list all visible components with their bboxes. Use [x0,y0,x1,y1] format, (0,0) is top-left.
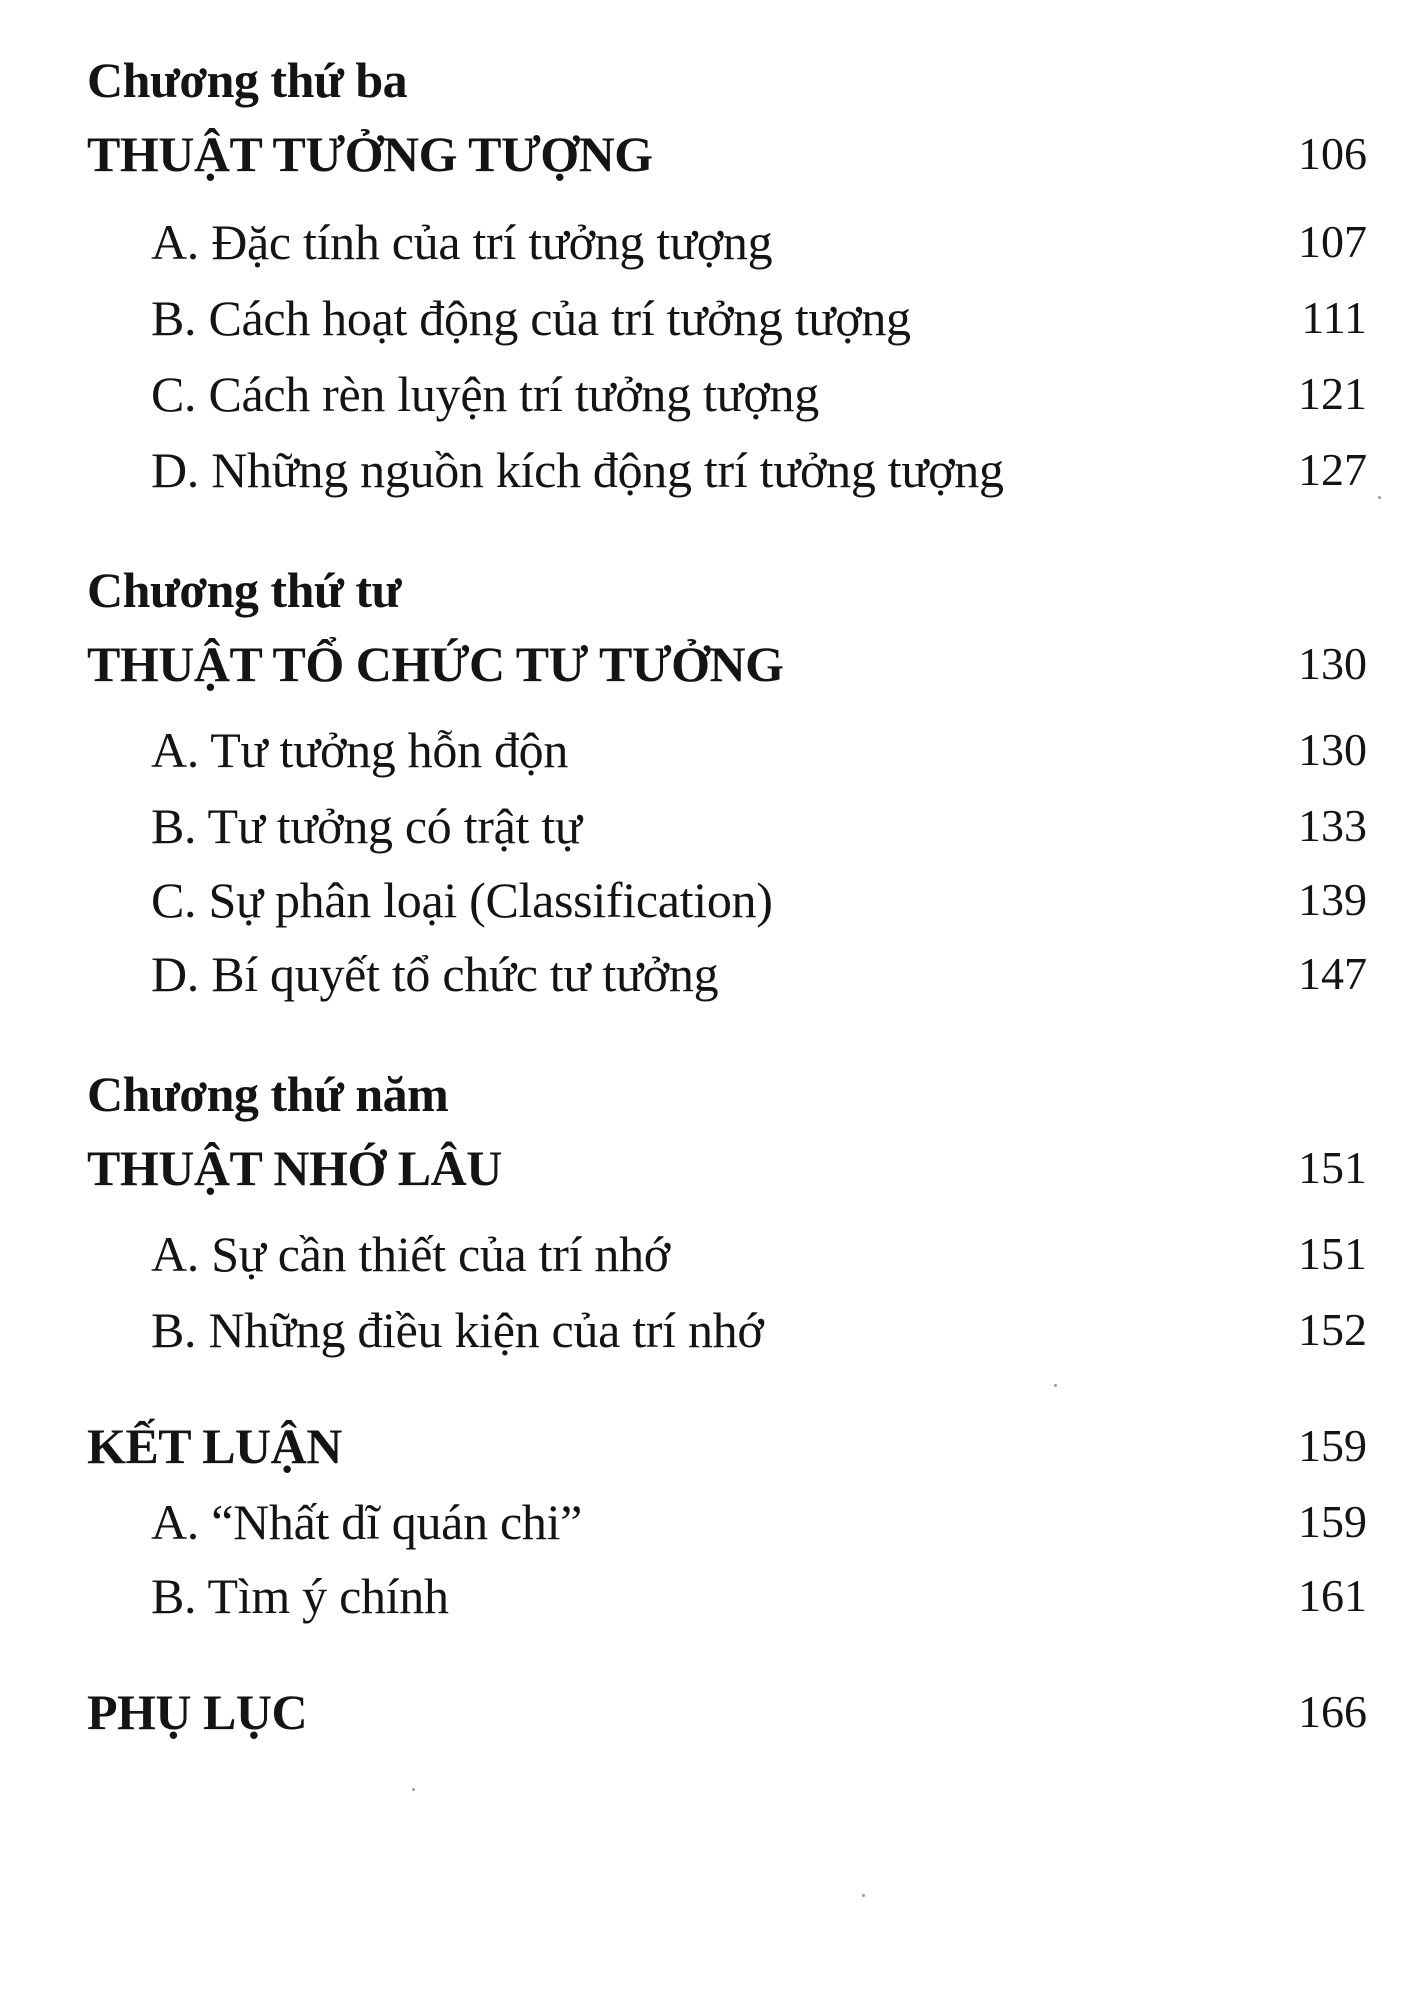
chapter-label: Chương thứ tư [87,562,402,618]
page-number: 107 [1298,216,1367,267]
page-number: 166 [1298,1686,1367,1737]
scan-speck [1054,1384,1057,1387]
toc-entry [87,794,1367,858]
toc-entry [87,1222,1367,1286]
toc-entry [87,868,1367,932]
section-title: KẾT LUẬN [87,1418,342,1474]
page-number: 152 [1298,1304,1367,1355]
scan-speck [1378,496,1381,499]
chapter-label: Chương thứ ba [87,52,408,108]
toc-entry [87,210,1367,274]
entry-title: A. Sự cần thiết của trí nhớ [151,1226,670,1282]
entry-title: A. Đặc tính của trí tưởng tượng [151,214,773,270]
toc-entry [87,362,1367,426]
page-number: 139 [1298,874,1367,925]
scan-speck [862,1894,865,1897]
entry-title: D. Những nguồn kích động trí tưởng tượng [151,442,1004,498]
page-number: 106 [1298,128,1367,179]
entry-title: B. Cách hoạt động của trí tưởng tượng [151,290,911,346]
toc-chapter-heading [87,122,1367,186]
entry-title: C. Cách rèn luyện trí tưởng tượng [151,366,819,422]
page-number: 147 [1298,948,1367,999]
entry-title: B. Tìm ý chính [151,1568,449,1624]
entry-title: B. Những điều kiện của trí nhớ [151,1302,764,1358]
chapter-title: THUẬT TƯỞNG TƯỢNG [87,126,653,182]
entry-title: D. Bí quyết tổ chức tư tưởng [151,946,719,1002]
toc-chapter-heading [87,1136,1367,1200]
section-title: PHỤ LỤC [87,1684,308,1740]
entry-title: A. “Nhất dĩ quán chi” [151,1494,583,1550]
page-number: 161 [1298,1570,1367,1621]
table-of-contents [87,0,1367,2000]
toc-section-heading [87,1414,1367,1478]
page-number: 151 [1298,1142,1367,1193]
toc-section-heading [87,1680,1367,1744]
toc-entry [87,718,1367,782]
page-number: 111 [1301,292,1367,343]
entry-title: C. Sự phân loại (Classification) [151,872,773,928]
toc-entry [87,438,1367,502]
page-number: 159 [1298,1420,1367,1471]
toc-entry [87,1490,1367,1554]
page-number: 130 [1298,724,1367,775]
chapter-title: THUẬT TỔ CHỨC TƯ TƯỞNG [87,636,784,692]
toc-entry [87,1564,1367,1628]
page-number: 133 [1298,800,1367,851]
page-number: 151 [1298,1228,1367,1279]
page-number: 127 [1298,444,1367,495]
toc-entry [87,942,1367,1006]
toc-entry [87,286,1367,350]
entry-title: B. Tư tưởng có trật tự [151,798,582,854]
page-number: 159 [1298,1496,1367,1547]
page-number: 130 [1298,638,1367,689]
scan-speck [412,1788,415,1791]
chapter-label: Chương thứ năm [87,1066,449,1122]
page-number: 121 [1298,368,1367,419]
toc-chapter-heading [87,632,1367,696]
chapter-title: THUẬT NHỚ LÂU [87,1140,502,1196]
toc-entry [87,1298,1367,1362]
entry-title: A. Tư tưởng hỗn độn [151,722,569,778]
